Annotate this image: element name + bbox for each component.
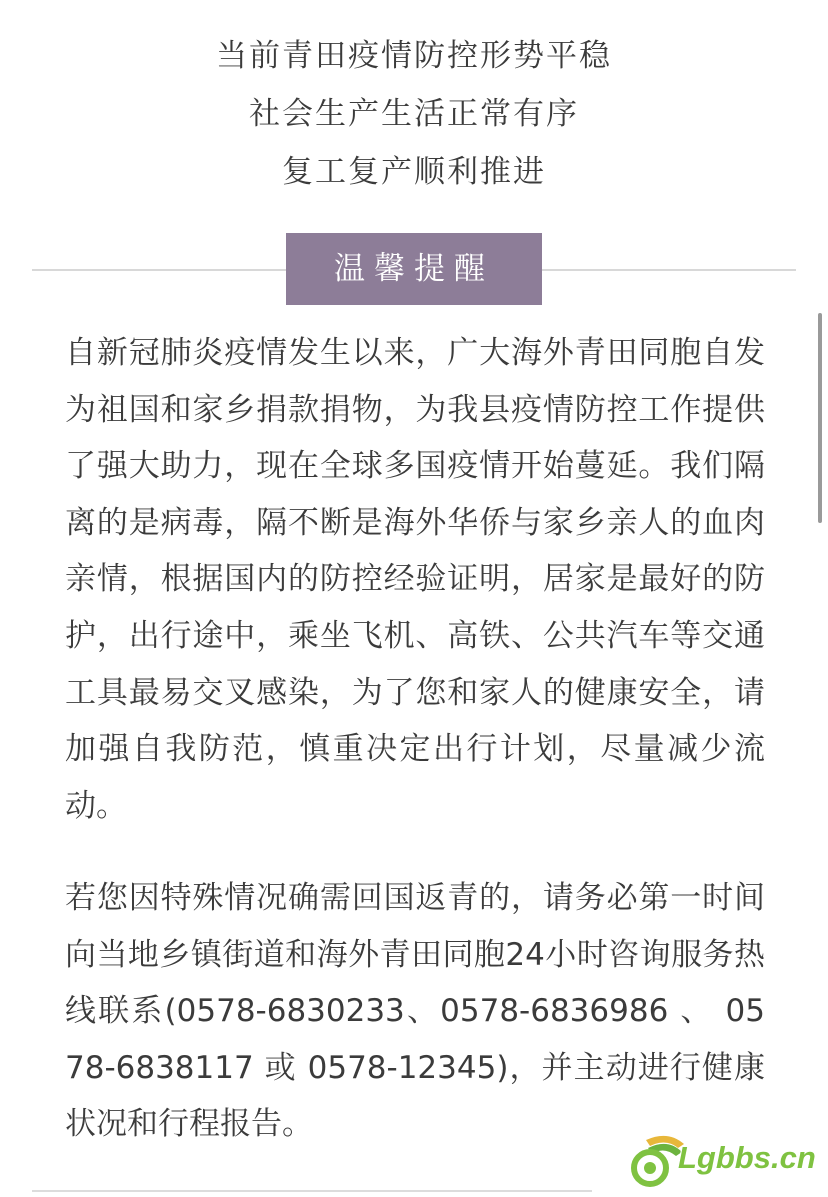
paragraph-hotline: 若您因特殊情况确需回国返青的，请务必第一时间向当地乡镇街道和海外青田同胞24小时咨询服务热线联系(0578-6830233、0578-6836986 、 0578-6838117 或 0578-12345)，并主动进行健康状况和行程报告。 (65, 880, 765, 1143)
headline-line-2: 社会生产生活正常有序 (249, 96, 579, 132)
headline-line-1: 当前青田疫情防控形势平稳 (216, 38, 612, 74)
scrollbar-thumb[interactable] (818, 313, 822, 523)
headline-line-3: 复工复产顺利推进 (282, 154, 546, 190)
paragraph-notice: 自新冠肺炎疫情发生以来，广大海外青田同胞自发为祖国和家乡捐款捐物，为我县疫情防控工作提供了强大助力，现在全球多国疫情开始蔓延。我们隔离的是病毒，隔不断是海外华侨与家乡亲人的血肉亲情，根据国内的防控经验证明，居家是最好的防护，出行途中，乘坐飞机、高铁、公共汽车等交通工具最易交叉感染，为了您和家人的健康安全，请加强自我防范，慎重决定出行计划，尽量减少流动。 (65, 335, 765, 824)
watermark-text: Lgbbs.cn (678, 1140, 816, 1175)
watermark-logo (628, 1130, 818, 1190)
reminder-badge: 温馨提醒 (286, 233, 542, 305)
bottom-divider (32, 1190, 592, 1192)
